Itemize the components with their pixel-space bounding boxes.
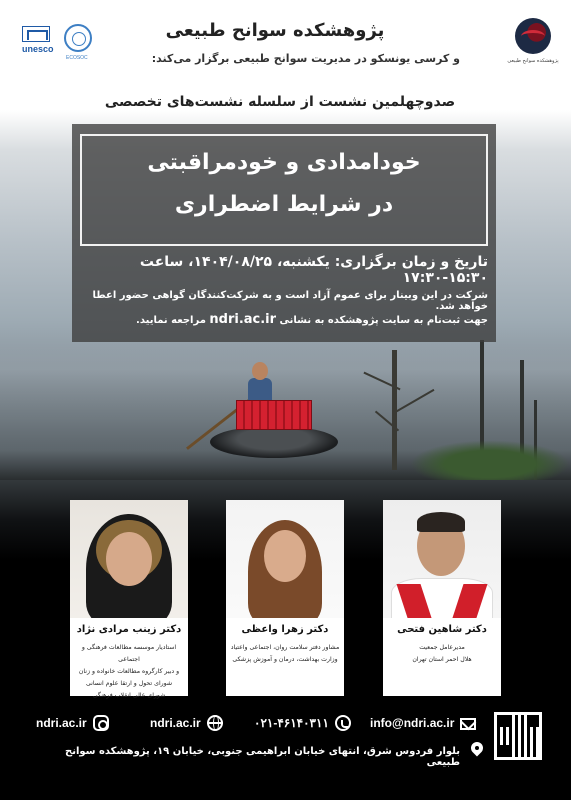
organizer-subtitle: و کرسی یونسکو در مدیریت سوانح طبیعی برگزار می‌کند: — [151, 52, 460, 65]
speaker-desc-1-line: شورای عالی انقلاب فرهنگی — [92, 692, 166, 699]
speaker-desc-1-line: شورای تحول و ارتقا علوم انسانی — [85, 680, 173, 687]
website-link[interactable]: ndri.ac.ir — [150, 716, 201, 730]
event-title-line2: در شرایط اضطراری — [174, 192, 394, 217]
speaker-name-1: دکتر زینب مرادی نژاد — [76, 624, 182, 635]
speaker-desc-3 — [387, 642, 497, 666]
footer-phone[interactable] — [254, 712, 351, 734]
registration-note — [80, 312, 488, 327]
speaker-photo-2 — [226, 500, 344, 618]
unesco-logo-text: unesco — [22, 44, 54, 54]
instagram-icon — [93, 715, 109, 731]
location-pin-icon — [470, 742, 484, 760]
un-emblem-icon — [64, 24, 92, 52]
free-participation-note: شرکت در این وبینار برای عموم آزاد است و به شرکت‌کنندگان گواهی حضور اعطا خواهد شد. — [92, 290, 488, 312]
speaker-photo-1 — [70, 500, 188, 618]
red-crate — [236, 400, 312, 430]
qr-code-pattern — [497, 715, 539, 757]
event-datetime: تاریخ و زمان برگزاری: یکشنبه، ۱۴۰۴/۰۸/۲۵، ساعت ۱۵:۳۰-۱۷:۳۰ — [139, 254, 488, 286]
speaker-photo-3 — [383, 500, 501, 618]
tire-boat — [210, 426, 338, 458]
speaker-desc-3-line: مدیرعامل جمعیت — [419, 644, 465, 651]
footer-website[interactable] — [150, 712, 223, 734]
speaker-name-3: دکتر شاهین فتحی — [397, 624, 487, 635]
speaker-desc-3-line: هلال احمر استان تهران — [412, 656, 472, 663]
face-shape — [264, 530, 306, 582]
institute-title: پژوهشکده سوانح طبیعی — [165, 20, 385, 41]
face-shape — [106, 532, 152, 586]
globe-icon — [207, 715, 223, 731]
footer-email[interactable] — [370, 712, 476, 734]
footer-instagram[interactable] — [36, 712, 109, 734]
speaker-desc-1 — [74, 642, 184, 702]
shrubs — [410, 440, 570, 480]
address-text: بلوار فردوس شرق، انتهای خیابان ابراهیمی جنوبی، خیابان ۱۹، پژوهشکده سوانح طبیعی — [65, 746, 460, 768]
institute-logo — [507, 18, 559, 74]
email-address[interactable]: info@ndri.ac.ir — [370, 716, 455, 730]
whatsapp-icon — [335, 715, 351, 731]
mail-icon — [460, 718, 476, 730]
phone-number[interactable]: ۰۲۱-۴۶۱۴۰۳۱۱ — [254, 716, 329, 730]
registration-note-post: مراجعه نمایید. — [136, 315, 206, 326]
speaker-desc-2-line: مشاور دفتر سلامت روان، اجتماعی واعتیاد — [230, 644, 340, 651]
un-emblem-caption: ECOSOC — [66, 55, 88, 61]
registration-site-link[interactable]: ndri.ac.ir — [209, 312, 277, 327]
speaker-name-2: دکتر زهرا واعظی — [241, 624, 329, 635]
qr-code[interactable] — [494, 712, 542, 760]
speaker-desc-2 — [230, 642, 340, 666]
institute-logo-caption: پژوهشکده سوانح طبیعی — [507, 58, 559, 64]
speaker-desc-1-line: و دبیر کارگروه مطالعات خانواده و زنان — [78, 668, 180, 675]
registration-note-pre: جهت ثبت‌نام به سایت پژوهشکده به نشانی — [279, 315, 488, 326]
instagram-handle[interactable]: ndri.ac.ir — [36, 716, 87, 730]
series-label: صدوچهلمین نشست از سلسله نشست‌های تخصصی — [104, 94, 456, 110]
event-title-line1: خودامدادی و خودمراقبتی — [147, 150, 421, 175]
unesco-temple-icon — [22, 26, 50, 42]
speaker-card-1 — [70, 500, 188, 699]
child-head — [252, 362, 268, 380]
speaker-card-2 — [226, 500, 344, 696]
institute-logo-icon — [515, 18, 551, 54]
speaker-card-3 — [383, 500, 501, 696]
speaker-desc-2-line: وزارت بهداشت، درمان و آموزش پزشکی — [232, 656, 338, 663]
speaker-desc-1-line: استادیار موسسه مطالعات فرهنگی و اجتماعی — [81, 644, 177, 663]
hair-shape — [417, 512, 465, 532]
